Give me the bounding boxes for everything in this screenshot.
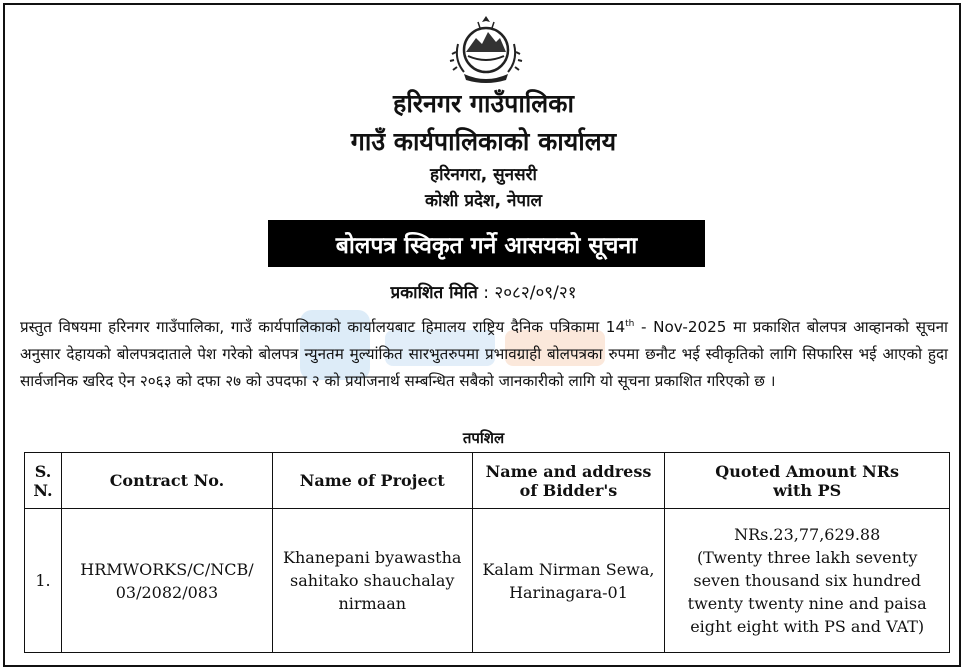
notice-title: बोलपत्र स्विकृत गर्ने आसयको सूचना — [335, 232, 638, 259]
contract-table — [24, 452, 950, 653]
cell-quoted-amount — [665, 509, 950, 653]
cell-contract-no: HRMWORKS/C/NCB/ 03/2082/083 — [61, 509, 272, 653]
amount-figure: NRs.23,77,629.88 — [734, 525, 881, 544]
body-text-part-2: - Nov-2025 मा प्रकाशित बोलपत्र आव्हानको सूचना अनुसार देहायको बोलपत्रदाताले पेश गरेको बोलपत्र न्युनतम मुल्यांकित सारभुतरुपमा प्रभावग्राही बोलपत्रका रुपमा छनौट भई स्वीकृतिको लागि सिफारिस भई आएको हुदा सार्वजनिक खरिद ऐन २०६३ को दफा २७ को उपदफा २ को प्रयोजनार्थ सम्बन्धित सबैको जानकारीको लागि यो सूचना प्रकाशित गरिएको छ । — [20, 318, 948, 391]
published-date: : २०८२/०९/२१ — [483, 283, 577, 303]
notice-title-banner — [268, 220, 705, 267]
table-caption: तपशिल — [462, 429, 505, 447]
published-date-line — [0, 280, 967, 303]
header-sn: S. N. — [25, 453, 62, 509]
header-project-name: Name of Project — [272, 453, 472, 509]
org-name: हरिनगर गाउँपालिका — [393, 89, 574, 118]
address-line-2: कोशी प्रदेश, नेपाल — [425, 191, 542, 211]
body-date-superscript: th — [625, 319, 635, 329]
header-quoted-amount — [665, 453, 950, 509]
cell-bidder: Kalam Nirman Sewa, Harinagara-01 — [472, 509, 665, 653]
address-line-1: हरिनगरा, सुनसरी — [430, 165, 537, 185]
published-label: प्रकाशित मिति — [390, 283, 478, 303]
cell-sn: 1. — [25, 509, 62, 653]
amount-in-words: (Twenty three lakh seventy seven thousand six hundred twenty twenty nine and paisa eight eight with PS and VAT) — [687, 548, 927, 636]
table-row — [25, 509, 950, 653]
table-header-row — [25, 453, 950, 509]
office-name: गाउँ कार्यपालिकाको कार्यालय — [350, 127, 617, 156]
cell-project-name: Khanepani byawastha sahitako shauchalay nirmaan — [272, 509, 472, 653]
notice-body-paragraph — [20, 311, 948, 395]
header-contract-no: Contract No. — [61, 453, 272, 509]
header-bidder: Name and address of Bidder's — [472, 453, 665, 509]
body-text-part-1: प्रस्तुत विषयमा हरिनगर गाउँपालिका, गाउँ कार्यपालिकाको कार्यालयबाट हिमालय राष्ट्रिय दैनिक पत्रिकामा 14 — [20, 318, 626, 337]
header-amount-line-1: Quoted Amount NRs — [715, 461, 900, 481]
header-amount-line-2: with PS — [773, 480, 842, 500]
government-emblem-icon — [448, 14, 524, 84]
